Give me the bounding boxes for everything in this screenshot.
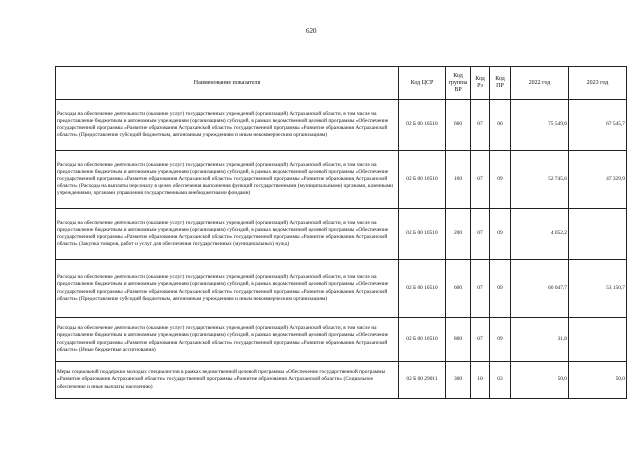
- row-rz: 10: [471, 362, 490, 399]
- row-rz: 07: [471, 151, 490, 209]
- row-vr: 800: [446, 318, 471, 362]
- row-2022: 31,8: [511, 318, 569, 362]
- header-2022: 2022 год: [511, 67, 569, 100]
- row-pr: 09: [490, 151, 511, 209]
- row-pr: 09: [490, 260, 511, 318]
- table-row: [56, 318, 627, 362]
- row-name: Расходы на обеспечение деятельности (оказание услуг) государственных учреждений (организаций) Астраханской области, в том числе на предоставление бюджетным и автономным учреждениям (организациям) субсидий, в рамках ведомственной целевой программы «Обеспечение государственной программы «Развитие образования Астраханской области» государственной программы «Развитие образования Астраханской области» (Предоставление субсидий бюджетным, автономным учреждениям и иным некоммерческим организациям): [56, 100, 399, 151]
- row-2023: 67 545,7: [569, 100, 627, 151]
- row-rz: 07: [471, 209, 490, 260]
- table-row: [56, 151, 627, 209]
- header-name: Наименование показателя: [56, 67, 399, 100]
- row-vr: 600: [446, 260, 471, 318]
- header-csr: Код ЦСР: [399, 67, 446, 100]
- row-2023: 53 150,7: [569, 260, 627, 318]
- header-vr: Код группы ВР: [446, 67, 471, 100]
- row-csr: 02 Б 00 29011: [399, 362, 446, 399]
- table-row: [56, 209, 627, 260]
- table-row: [56, 362, 627, 399]
- row-vr: 100: [446, 151, 471, 209]
- row-pr: 03: [490, 362, 511, 399]
- row-rz: 07: [471, 318, 490, 362]
- row-pr: 06: [490, 100, 511, 151]
- row-csr: 02 Б 00 10510: [399, 260, 446, 318]
- row-name: Расходы на обеспечение деятельности (оказание услуг) государственных учреждений (организаций) Астраханской области, в том числе на предоставление бюджетным и автономным учреждениям (организациям) субсидий, в рамках ведомственной целевой программы «Обеспечение государственной программы «Развитие образования Астраханской области» государственной программы «Развитие образования Астраханской области» (Предоставление субсидий бюджетным, автономным учреждениям и иным некоммерческим организациям): [56, 260, 399, 318]
- row-2022: 52 745,6: [511, 151, 569, 209]
- row-csr: 02 Б 00 10510: [399, 151, 446, 209]
- row-2023: 50,0: [569, 362, 627, 399]
- row-csr: 02 Б 00 10510: [399, 209, 446, 260]
- table-row: [56, 260, 627, 318]
- row-2022: 60 047,7: [511, 260, 569, 318]
- row-pr: 09: [490, 318, 511, 362]
- table-header-row: [56, 67, 627, 100]
- row-name: Расходы на обеспечение деятельности (оказание услуг) государственных учреждений (организаций) Астраханской области, в том числе на предоставление бюджетным и автономным учреждениям (организациям) субсидий, в рамках ведомственной целевой программы «Обеспечение государственной программы «Развитие образования Астраханской области» государственной программы «Развитие образования Астраханской области» (Иные бюджетные ассигнования): [56, 318, 399, 362]
- row-name: Меры социальной поддержки молодых специалистов в рамках ведомственной целевой программы «Обеспечение государственной программы «Развитие образования Астраханской области» государственной программы «Развитие образования Астраханской области» (Социальное обеспечение и иные выплаты населению): [56, 362, 399, 399]
- row-2023: [569, 209, 627, 260]
- header-2023: 2023 год: [569, 67, 627, 100]
- budget-table: [55, 66, 627, 399]
- row-2022: 50,0: [511, 362, 569, 399]
- row-2023: 47 329,9: [569, 151, 627, 209]
- row-vr: 300: [446, 362, 471, 399]
- header-pr: Код ПР: [490, 67, 511, 100]
- row-2022: 75 549,6: [511, 100, 569, 151]
- page-number: 620: [306, 27, 317, 35]
- table-row: [56, 100, 627, 151]
- row-csr: 02 Б 00 10510: [399, 318, 446, 362]
- row-pr: 09: [490, 209, 511, 260]
- row-vr: 600: [446, 100, 471, 151]
- row-rz: 07: [471, 260, 490, 318]
- row-name: Расходы на обеспечение деятельности (оказание услуг) государственных учреждений (организаций) Астраханской области, в том числе на предоставление бюджетным и автономным учреждениям (организациям) субсидий, в рамках ведомственной целевой программы «Обеспечение государственной программы «Развитие образования Астраханской области» государственной программы «Развитие образования Астраханской области» (Закупка товаров, работ и услуг для обеспечения государственных (муниципальных) нужд): [56, 209, 399, 260]
- row-vr: 200: [446, 209, 471, 260]
- header-rz: Код Рз: [471, 67, 490, 100]
- row-2023: [569, 318, 627, 362]
- row-2022: 4 052,2: [511, 209, 569, 260]
- row-name: Расходы на обеспечение деятельности (оказание услуг) государственных учреждений (организаций) Астраханской области, в том числе на предоставление бюджетным и автономным учреждениям (организациям) субсидий, в рамках ведомственной целевой программы «Обеспечение государственной программы «Развитие образования Астраханской области» государственной программы «Развитие образования Астраханской области» (Расходы на выплаты персоналу в целях обеспечения выполнения функций государственными (муниципальными) органами, казенными учреждениями, органами управления государственными внебюджетными фондами): [56, 151, 399, 209]
- row-rz: 07: [471, 100, 490, 151]
- row-csr: 02 Б 00 10510: [399, 100, 446, 151]
